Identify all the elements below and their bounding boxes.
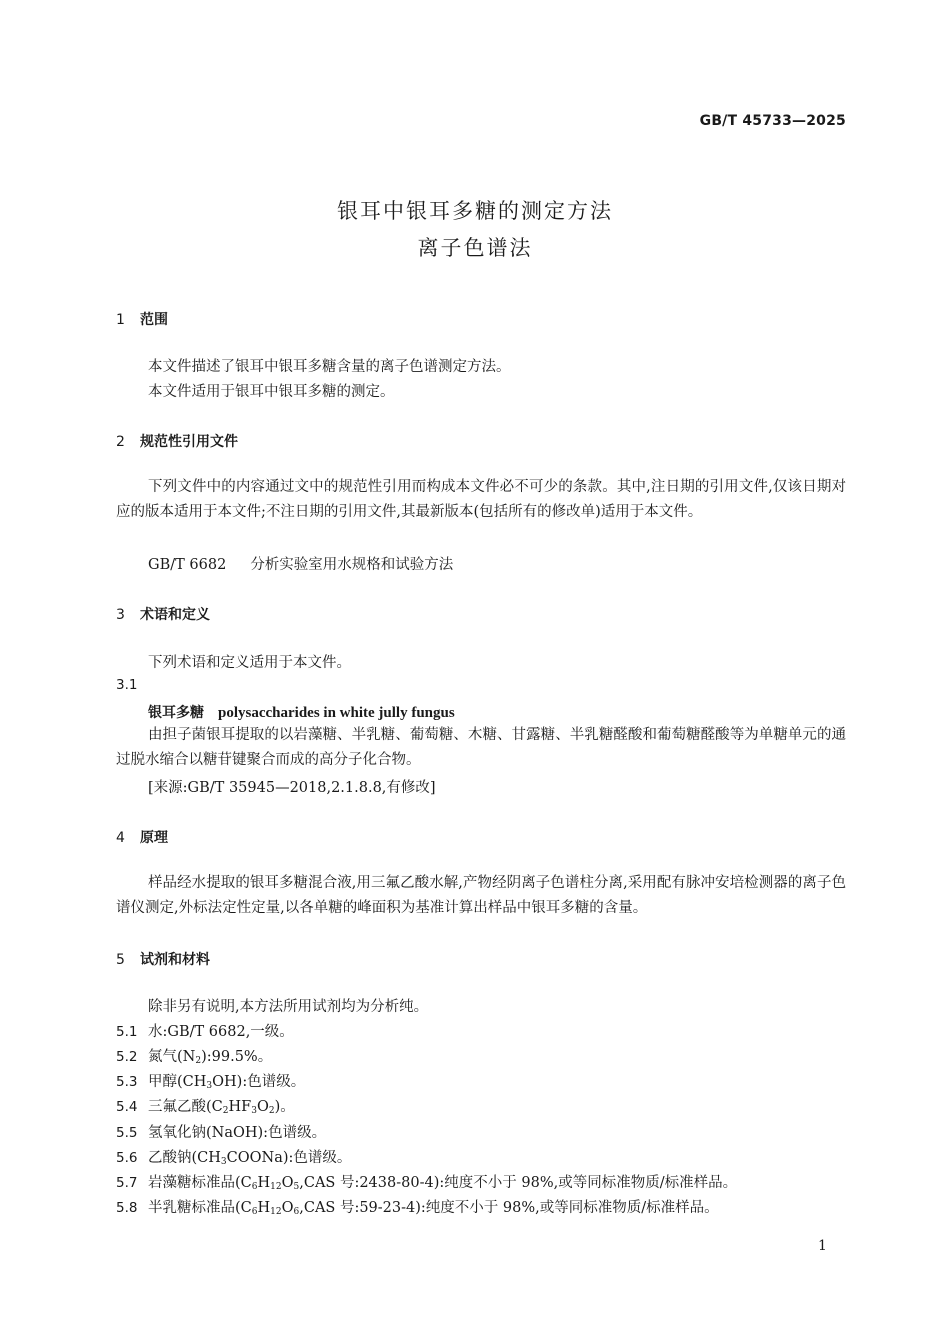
section-title: 规范性引用文件 [140,434,238,450]
subscript: 2 [268,1106,275,1116]
item-number: 5.6 [116,1150,138,1166]
subscript: 2 [222,1106,229,1116]
reference-code: GB/T 6682 [148,557,227,573]
item-text: HF [228,1099,252,1115]
item-text: ,CAS 号:2438-80-4):纯度不小于 98%,或等同标准物质/标准样品。 [299,1175,738,1191]
document-title: 银耳中银耳多糖的测定方法 [337,199,613,223]
scope-paragraph-1: 本文件描述了银耳中银耳多糖含量的离子色谱测定方法。 [148,359,511,375]
page-number: 1 [818,1238,827,1254]
term-chinese: 银耳多糖 [148,705,204,721]
item-text: COONa):色谱级。 [226,1150,352,1166]
item-text: 岩藻糖标准品(C [148,1175,252,1191]
term-number: 3.1 [116,677,138,693]
term-source: [来源:GB/T 35945—2018,2.1.8.8,有修改] [148,780,436,796]
normative-references-paragraph: 下列文件中的内容通过文中的规范性引用而构成本文件必不可少的条款。其中,注日期的引用文件,仅该日期对应的版本适用于本文件;不注日期的引用文件,其最新版本(包括所有的修改单)适用于本文件。 [116,479,846,520]
section-title: 原理 [140,830,168,846]
scope-paragraph-2: 本文件适用于银耳中银耳多糖的测定。 [148,384,395,400]
item-text: OH):色谱级。 [212,1074,306,1090]
item-text: 乙酸钠(CH [148,1150,221,1166]
item-text: 氮气(N [148,1049,196,1065]
subscript: 6 [293,1207,300,1217]
item-number: 5.5 [116,1125,138,1141]
item-text: O [281,1200,294,1216]
item-text: H [257,1200,271,1216]
item-number: 5.4 [116,1099,138,1115]
item-number: 5.3 [116,1074,138,1090]
reagent-item [116,1095,295,1116]
item-text: O [281,1175,294,1191]
item-number: 5.1 [116,1024,138,1040]
principle-paragraph: 样品经水提取的银耳多糖混合液,用三氟乙酸水解,产物经阴离子色谱柱分离,采用配有脉冲安培检测器的离子色谱仪测定,外标法定性定量,以各单糖的峰面积为基准计算出样品中银耳多糖的含量。 [116,875,846,916]
item-text: 甲醇(CH [148,1074,207,1090]
subscript: 12 [270,1182,282,1192]
term-definition: 由担子菌银耳提取的以岩藻糖、半乳糖、葡萄糖、木糖、甘露糖、半乳糖醛酸和葡萄糖醛酸等为单糖单元的通过脱水缩合以糖苷键聚合而成的高分子化合物。 [116,727,846,768]
item-text: 三氟乙酸(C [148,1099,223,1115]
subscript: 3 [251,1106,257,1116]
item-text: 氢氧化钠(NaOH):色谱级。 [148,1125,327,1141]
item-text: H [257,1175,271,1191]
reference-title: 分析实验室用水规格和试验方法 [250,557,454,573]
subscript: 5 [293,1182,300,1192]
item-number: 5.8 [116,1200,138,1216]
section-number: 2 [116,434,125,450]
section-heading-normative-references [116,431,238,451]
section-heading-scope [116,309,168,329]
terms-intro: 下列术语和定义适用于本文件。 [148,655,351,671]
reference-entry [148,553,453,574]
reagent-item [116,1146,351,1167]
item-text: )。 [274,1099,295,1115]
section-title: 术语和定义 [140,607,210,623]
item-text: O [256,1099,269,1115]
section-number: 5 [116,952,125,968]
term-entry [148,702,455,722]
reagent-item [116,1196,719,1217]
subscript: 6 [251,1182,258,1192]
section-heading-terms [116,604,210,624]
section-title: 范围 [140,312,168,328]
item-number: 5.2 [116,1049,138,1065]
reagent-item [116,1171,737,1192]
item-text: ,CAS 号:59-23-4):纯度不小于 98%,或等同标准物质/标准样品。 [299,1200,719,1216]
subscript: 3 [220,1157,227,1167]
reagent-item [116,1070,305,1091]
subscript: 2 [195,1056,202,1066]
section-number: 1 [116,312,125,328]
section-number: 4 [116,830,125,846]
section-title: 试剂和材料 [140,952,210,968]
reagents-intro: 除非另有说明,本方法所用试剂均为分析纯。 [148,999,429,1015]
section-heading-principle [116,827,168,847]
item-text: 半乳糖标准品(C [148,1200,252,1216]
reagent-item [116,1121,326,1142]
section-number: 3 [116,607,125,623]
reagent-item [116,1020,294,1041]
subscript: 12 [270,1207,282,1217]
document-subtitle: 离子色谱法 [417,236,533,260]
subscript: 3 [206,1081,213,1091]
item-text: ):99.5%。 [201,1049,273,1065]
standard-code: GB/T 45733—2025 [699,113,846,129]
reagent-item [116,1045,272,1066]
item-text: 水:GB/T 6682,一级。 [148,1024,294,1040]
term-english: polysaccharides in white jully fungus [218,705,455,721]
subscript: 6 [251,1207,258,1217]
item-number: 5.7 [116,1175,138,1191]
section-heading-reagents [116,949,210,969]
